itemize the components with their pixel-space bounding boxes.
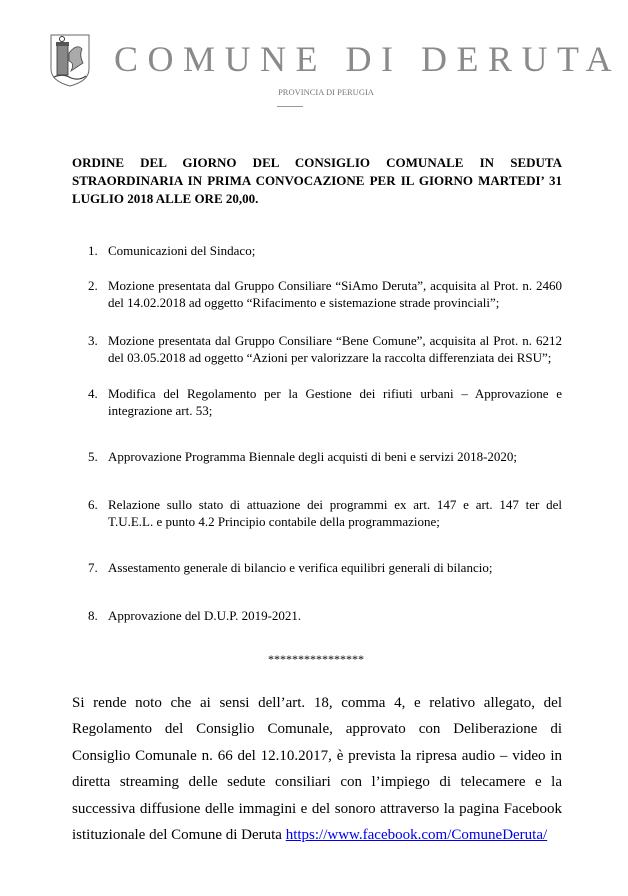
notice-line: Consiglio Comunale n. 66 del 12.10.2017, è prevista la ripresa audio – video in — [72, 747, 562, 764]
agenda-item — [88, 242, 562, 259]
item-text: Modifica del Regolamento per la Gestione dei rifiuti urbani – Approvazione e — [108, 386, 562, 401]
notice-line: diretta streaming delle sedute consiliari con l’impiego di telecamere e la — [72, 774, 562, 791]
notice-line: Regolamento del Consiglio Comunale, approvato con Deliberazione di — [72, 721, 562, 738]
item-text: T.U.E.L. e punto 4.2 Principio contabile della programmazione; — [108, 514, 440, 529]
notice-line: istituzionale del Comune di Deruta — [72, 827, 286, 844]
item-text: del 14.02.2018 ad oggetto “Rifacimento e sistemazione strade provinciali”; — [108, 295, 500, 310]
item-text: Comunicazioni del Sindaco; — [108, 243, 256, 258]
item-text: Approvazione Programma Biennale degli acquisti di beni e servizi 2018-2020; — [108, 449, 518, 464]
heading-line: STRAORDINARIA IN PRIMA CONVOCAZIONE PER IL GIORNO MARTEDI’ 31 — [72, 173, 562, 188]
municipality-title: COMUNE DI DERUTA — [114, 39, 622, 79]
notice-line: Si rende noto che ai sensi dell’art. 18, comma 4, e relativo allegato, del — [72, 695, 562, 711]
heading-line: LUGLIO 2018 ALLE ORE 20,00. — [72, 191, 259, 206]
item-number: 5. — [88, 449, 98, 464]
agenda-item — [88, 385, 562, 419]
heading-line: ORDINE DEL GIORNO DEL CONSIGLIO COMUNALE IN SEDUTA — [72, 155, 562, 170]
header-divider — [277, 106, 303, 107]
agenda-item — [88, 332, 562, 366]
item-number: 1. — [88, 243, 98, 258]
item-text: del 03.05.2018 ad oggetto “Azioni per valorizzare la raccolta differenziata dei RSU”; — [108, 350, 552, 365]
item-text: Assestamento generale di bilancio e verifica equilibri generali di bilancio; — [108, 560, 493, 575]
coat-of-arms-logo — [49, 33, 91, 87]
agenda-item — [88, 607, 562, 624]
item-number: 3. — [88, 333, 98, 348]
item-text: Mozione presentata dal Gruppo Consiliare “Bene Comune”, acquisita al Prot. n. 6212 — [108, 333, 562, 348]
item-number: 8. — [88, 608, 98, 623]
item-number: 2. — [88, 278, 98, 293]
item-number: 4. — [88, 386, 98, 401]
item-text: Relazione sullo stato di attuazione dei programmi ex art. 147 e art. 147 ter del — [108, 497, 562, 512]
item-text: Approvazione del D.U.P. 2019-2021. — [108, 608, 302, 623]
agenda-item — [88, 559, 562, 576]
item-text: integrazione art. 53; — [108, 403, 213, 418]
facebook-link[interactable]: https://www.facebook.com/ComuneDeruta/ — [285, 827, 548, 844]
agenda-item — [88, 496, 562, 530]
agenda-heading — [72, 154, 562, 208]
section-separator: **************** — [268, 652, 364, 666]
notice-line-last — [72, 822, 562, 848]
agenda-item — [88, 277, 562, 311]
agenda-item — [88, 448, 562, 465]
item-number: 6. — [88, 497, 98, 512]
notice-line: successiva diffusione delle immagini e del sonoro attraverso la pagina Facebook — [72, 800, 562, 817]
province-subtitle: PROVINCIA DI PERUGIA — [278, 87, 374, 97]
item-number: 7. — [88, 560, 98, 575]
item-text: Mozione presentata dal Gruppo Consiliare “SiAmo Deruta”, acquisita al Prot. n. 2460 — [108, 278, 562, 293]
streaming-notice — [72, 690, 562, 848]
